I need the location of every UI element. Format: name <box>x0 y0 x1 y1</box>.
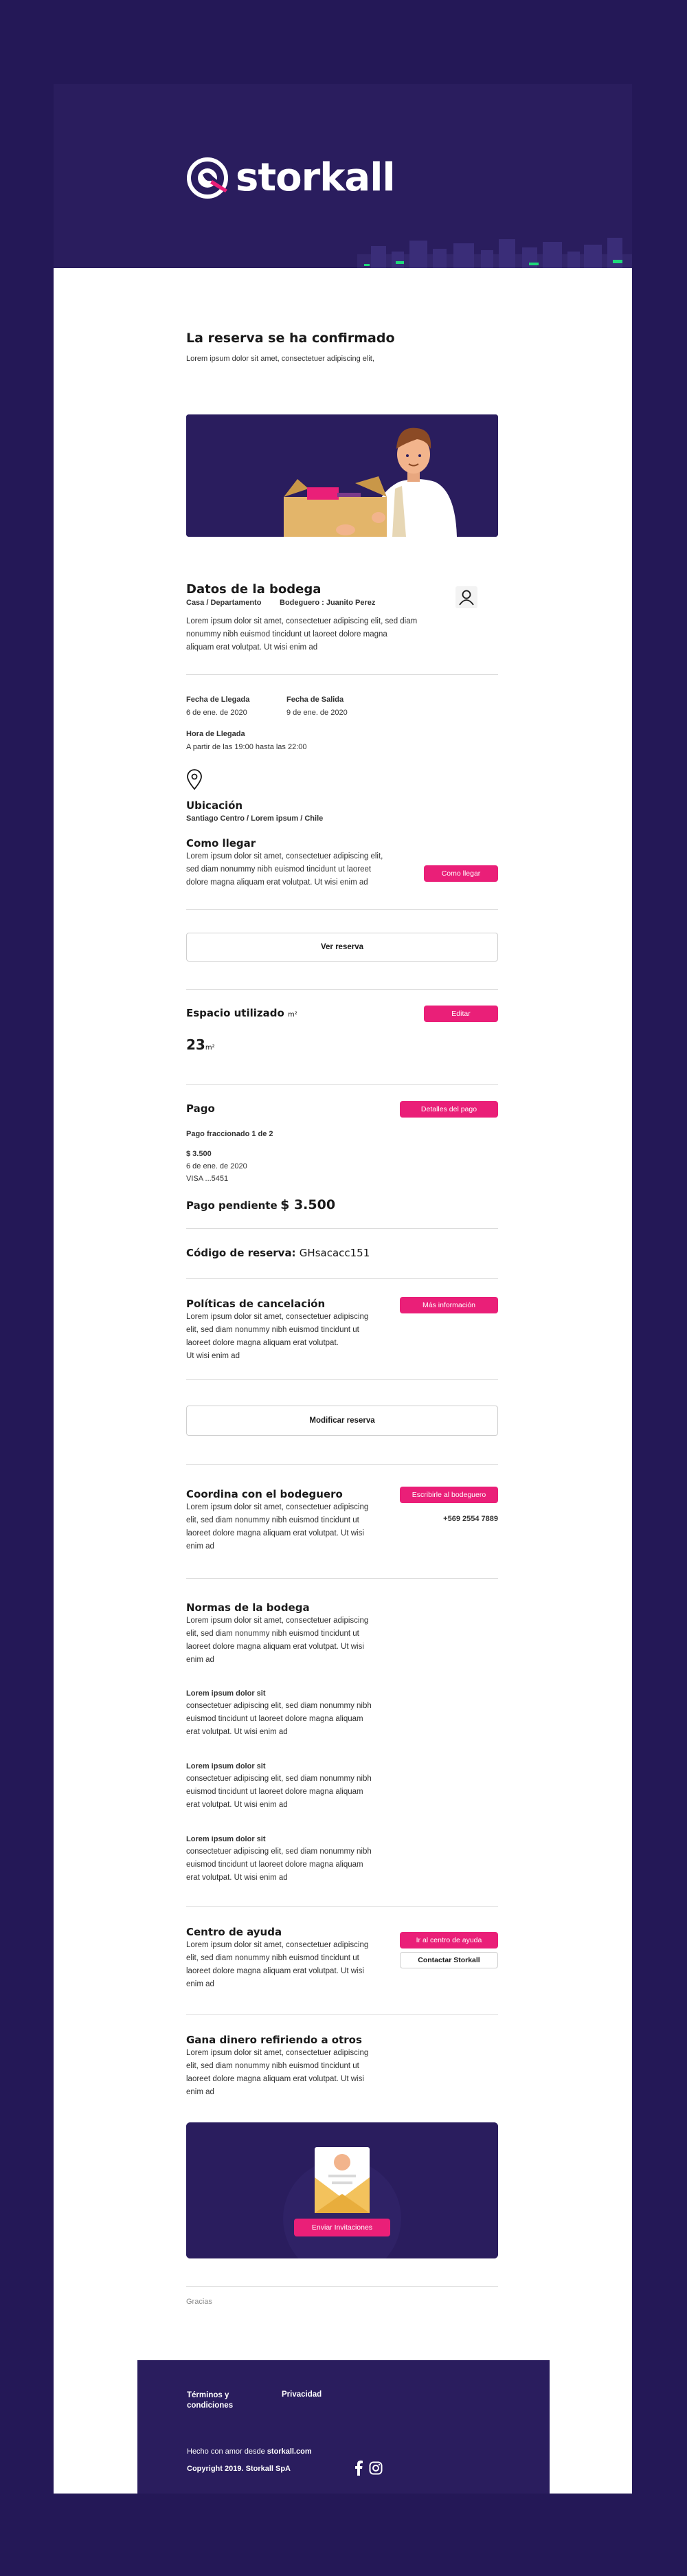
email-body <box>54 268 632 2494</box>
confirmation-subtitle: Lorem ipsum dolor sit amet, consectetuer adipiscing elit, <box>186 355 374 363</box>
divider <box>186 909 498 910</box>
modify-reservation-button[interactable]: Modificar reserva <box>186 1406 498 1436</box>
payment-details-button[interactable]: Detalles del pago <box>400 1101 498 1118</box>
made-with-love: Hecho con amor desde storkall.com <box>187 2447 312 2456</box>
payment-card: VISA ...5451 <box>186 1175 229 1183</box>
hero-illustration <box>186 414 498 537</box>
referral-title: Gana dinero refiriendo a otros <box>186 2034 362 2046</box>
more-info-button[interactable]: Más información <box>400 1297 498 1313</box>
coordinate-text: Lorem ipsum dolor sit amet, consectetuer adipiscing elit, sed diam nonummy nibh euismod tincidunt ut laoreet dolore magna aliquam erat volutpat. Ut wisi enim ad <box>186 1503 369 1551</box>
city-skyline-illustration <box>357 234 632 268</box>
referral-text: Lorem ipsum dolor sit amet, consectetuer adipiscing elit, sed diam nonummy nibh euismod tincidunt ut laoreet dolore magna aliquam erat volutpat. Ut wisi enim ad <box>186 2049 369 2096</box>
departure-value: 9 de ene. de 2020 <box>286 709 348 717</box>
payment-date: 6 de ene. de 2020 <box>186 1162 247 1170</box>
divider <box>186 2286 498 2287</box>
rules-item: Lorem ipsum dolor sit consectetuer adipiscing elit, sed diam nonummy nibh euismod tincidunt ut laoreet dolore magna aliquam erat volutpat. Ut wisi enim ad <box>186 1835 372 1882</box>
person-with-box-illustration <box>186 414 498 537</box>
stork-logo-icon <box>186 157 229 199</box>
instagram-icon[interactable] <box>369 2461 383 2475</box>
space-value: 23m² <box>186 1036 215 1053</box>
reservation-code: Código de reserva: GHsacacc151 <box>186 1247 370 1259</box>
directions-button[interactable]: Como llegar <box>424 865 498 882</box>
arrival-label: Fecha de Llegada <box>186 696 250 704</box>
departure-label: Fecha de Salida <box>286 696 344 704</box>
cancellation-title: Políticas de cancelación <box>186 1298 326 1310</box>
confirmation-title: La reserva se ha confirmado <box>186 331 395 346</box>
divider <box>186 989 498 990</box>
rules-title: Normas de la bodega <box>186 1601 310 1614</box>
pending-payment: Pago pendiente $ 3.500 <box>186 1197 336 1212</box>
divider <box>186 1278 498 1279</box>
warehouse-owner: Bodeguero : Juanito Perez <box>280 599 376 607</box>
invite-banner <box>186 2122 498 2258</box>
brand-name: storkall <box>236 155 395 200</box>
coordinate-title: Coordina con el bodeguero <box>186 1488 343 1500</box>
divider <box>186 1906 498 1907</box>
divider <box>186 1228 498 1229</box>
brand-logo[interactable] <box>186 155 395 200</box>
send-invitations-button[interactable]: Enviar Invitaciones <box>294 2219 390 2236</box>
payment-amount: $ 3.500 <box>186 1150 212 1158</box>
envelope-illustration <box>186 2122 498 2258</box>
arrival-value: 6 de ene. de 2020 <box>186 709 247 717</box>
contact-storkall-button[interactable]: Contactar Storkall <box>400 1952 498 1968</box>
help-text: Lorem ipsum dolor sit amet, consectetuer adipiscing elit, sed diam nonummy nibh euismod tincidunt ut laoreet dolore magna aliquam erat volutpat. Ut wisi enim ad <box>186 1941 369 1988</box>
rules-item: Lorem ipsum dolor sit consectetuer adipiscing elit, sed diam nonummy nibh euismod tincidunt ut laoreet dolore magna aliquam erat volutpat. Ut wisi enim ad <box>186 1762 372 1809</box>
email-header <box>54 84 632 268</box>
copyright: Copyright 2019. Storkall SpA <box>187 2465 291 2473</box>
arrival-hour-label: Hora de Llegada <box>186 730 245 738</box>
rules-item: Lorem ipsum dolor sit consectetuer adipiscing elit, sed diam nonummy nibh euismod tincidunt ut laoreet dolore magna aliquam erat volutpat. Ut wisi enim ad <box>186 1689 372 1736</box>
terms-link[interactable]: Términos y condiciones <box>187 2391 234 2410</box>
divider <box>186 2014 498 2015</box>
location-pin-icon <box>186 768 203 790</box>
divider <box>186 1578 498 1579</box>
help-center-button[interactable]: Ir al centro de ayuda <box>400 1932 498 1948</box>
directions-text: Lorem ipsum dolor sit amet, consectetuer adipiscing elit, sed diam nonummy nibh euismod tincidunt ut laoreet dolore magna aliquam erat volutpat. Ut wisi enim ad <box>186 852 383 887</box>
warehouse-type: Casa / Departamento <box>186 599 262 607</box>
location-value: Santiago Centro / Lorem ipsum / Chile <box>186 814 324 823</box>
space-title: Espacio utilizado m² <box>186 1007 297 1019</box>
owner-phone[interactable]: +569 2554 7889 <box>443 1515 498 1523</box>
cancellation-text: Lorem ipsum dolor sit amet, consectetuer adipiscing elit, sed diam nonummy nibh euismod tincidunt ut laoreet dolore magna aliquam erat volutpat. Ut wisi enim ad <box>186 1313 369 1360</box>
arrival-hour-value: A partir de las 19:00 hasta las 22:00 <box>186 743 307 751</box>
location-title: Ubicación <box>186 799 243 812</box>
divider <box>186 1084 498 1085</box>
help-title: Centro de ayuda <box>186 1926 282 1938</box>
warehouse-description: Lorem ipsum dolor sit amet, consectetuer adipiscing elit, sed diam nonummy nibh euismod tincidunt ut laoreet dolore magna aliquam erat volutpat. Ut wisi enim ad <box>186 617 418 652</box>
divider <box>186 1464 498 1465</box>
email-footer <box>137 2360 550 2494</box>
payment-split: Pago fraccionado 1 de 2 <box>186 1130 273 1138</box>
warehouse-title: Datos de la bodega <box>186 582 322 597</box>
view-reservation-button[interactable]: Ver reserva <box>186 933 498 962</box>
divider <box>186 674 498 675</box>
user-icon <box>455 586 478 609</box>
directions-title: Como llegar <box>186 837 256 850</box>
facebook-icon[interactable] <box>354 2461 363 2476</box>
thanks-text: Gracias <box>186 2298 212 2306</box>
payment-title: Pago <box>186 1102 215 1115</box>
edit-space-button[interactable]: Editar <box>424 1006 498 1022</box>
rules-text: Lorem ipsum dolor sit amet, consectetuer adipiscing elit, sed diam nonummy nibh euismod tincidunt ut laoreet dolore magna aliquam erat volutpat. Ut wisi enim ad <box>186 1617 369 1664</box>
write-owner-button[interactable]: Escribirle al bodeguero <box>400 1487 498 1503</box>
privacy-link[interactable]: Privacidad <box>282 2390 322 2399</box>
divider <box>186 1379 498 1380</box>
